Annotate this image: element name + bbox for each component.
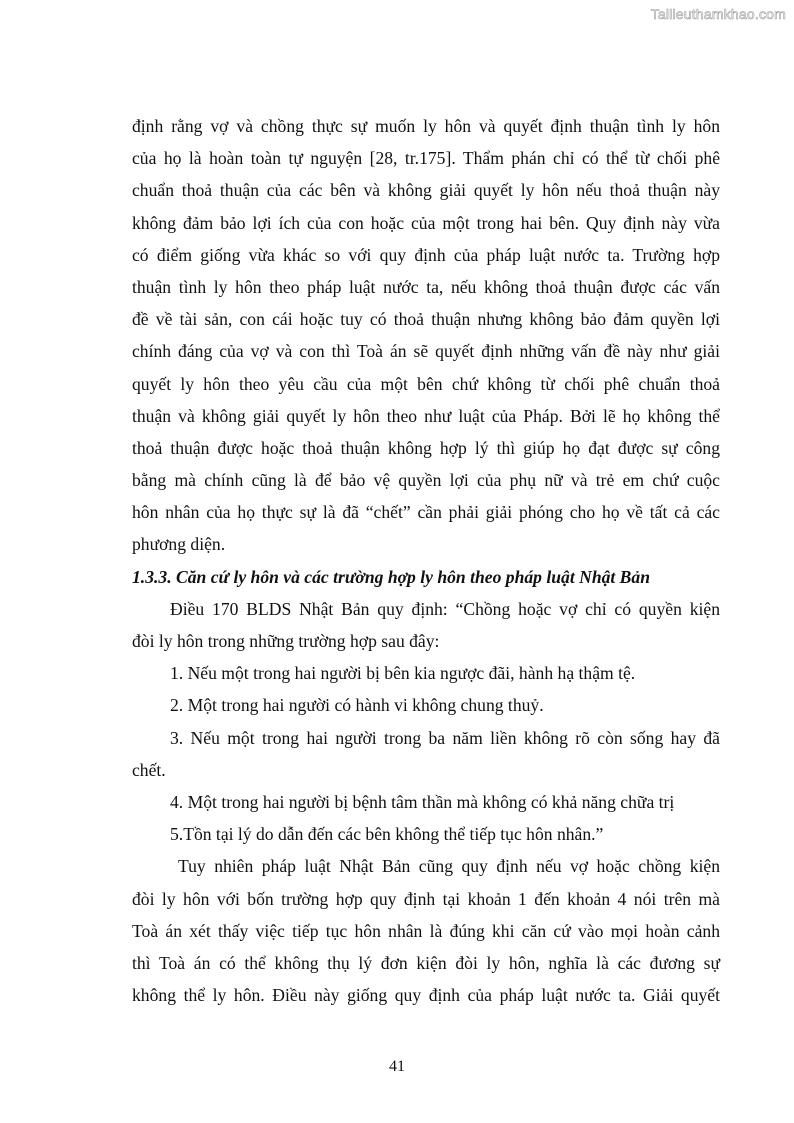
- paragraph-line: đòi ly hôn trong những trường hợp sau đây:: [132, 631, 440, 651]
- paragraph-line: không thể ly hôn. Điều này giống quy định của pháp luật nước ta. Giải quyết: [132, 985, 720, 1006]
- list-item: 4. Một trong hai người bị bệnh tâm thần mà không có khả năng chữa trị: [170, 791, 675, 812]
- paragraph-line: có điểm giống vừa khác so với quy định của pháp luật nước ta. Trường hợp: [132, 244, 720, 265]
- paragraph-line: thoả thuận được hoặc thoả thuận không hợp lý thì giúp họ đạt được sự công: [132, 437, 720, 458]
- list-item: 3. Nếu một trong hai người trong ba năm liền không rõ còn sống hay đã: [170, 727, 720, 748]
- paragraph-line: Điều 170 BLDS Nhật Bản quy định: “Chồng hoặc vợ chỉ có quyền kiện: [170, 598, 720, 619]
- watermark-text: Tailieuthamkhao.com: [650, 6, 786, 22]
- paragraph-line: hôn nhân của họ thực sự là đã “chết” cần phải giải phóng cho họ về tất cả các: [132, 502, 720, 523]
- paragraph-line: định rằng vợ và chồng thực sự muốn ly hôn và quyết định thuận tình ly hôn: [132, 116, 720, 136]
- paragraph-line: chuẩn thoả thuận của các bên và không giải quyết ly hôn nếu thoả thuận này: [132, 180, 720, 201]
- paragraph-line: thuận tình ly hôn theo pháp luật nước ta, nếu không thoả thuận được các vấn: [132, 276, 720, 297]
- paragraph-line: đề về tài sản, con cái hoặc tuy có thoả thuận nhưng không bảo đảm quyền lợi: [132, 309, 720, 330]
- paragraph-line: thì Toà án có thể không thụ lý đơn kiện đòi ly hôn, nghĩa là các đương sự: [132, 952, 720, 973]
- paragraph-line: đòi ly hôn với bốn trường hợp quy định tại khoản 1 đến khoản 4 nói trên mà: [132, 888, 720, 909]
- list-item: 1. Nếu một trong hai người bị bên kia ngược đãi, hành hạ thậm tệ.: [170, 663, 636, 684]
- paragraph-line: không đảm bảo lợi ích của con hoặc của một trong hai bên. Quy định này vừa: [132, 212, 720, 233]
- paragraph-line: chính đáng của vợ và con thì Toà án sẽ quyết định những vấn đề này như giải: [132, 341, 720, 362]
- list-item: 2. Một trong hai người có hành vi không chung thuỷ.: [170, 695, 544, 716]
- paragraph-line: Tuy nhiên pháp luật Nhật Bản cũng quy định nếu vợ hoặc chồng kiện: [178, 856, 720, 877]
- list-item-continuation: chết.: [132, 759, 166, 780]
- paragraph-line: phương diện.: [132, 534, 226, 555]
- paragraph-line: bằng mà chính cũng là để bảo vệ quyền lợi của phụ nữ và trẻ em chứ cuộc: [132, 470, 720, 491]
- list-item: 5.Tồn tại lý do dẫn đến các bên không thể tiếp tục hôn nhân.”: [170, 824, 604, 845]
- page-number: 41: [389, 1058, 405, 1075]
- section-heading: 1.3.3. Căn cứ ly hôn và các trường hợp ly hôn theo pháp luật Nhật Bản: [132, 566, 651, 587]
- paragraph-line: thuận và không giải quyết ly hôn theo như luật của Pháp. Bởi lẽ họ không thể: [132, 405, 720, 426]
- document-body: [132, 110, 720, 1011]
- paragraph-line: của họ là hoàn toàn tự nguyện [28, tr.175]. Thẩm phán chỉ có thể từ chối phê: [132, 148, 720, 169]
- paragraph-line: Toà án xét thấy việc tiếp tục hôn nhân là đúng khi căn cứ vào mọi hoàn cảnh: [132, 920, 720, 941]
- paragraph-line: quyết ly hôn theo yêu cầu của một bên chứ không từ chối phê chuẩn thoả: [132, 373, 720, 394]
